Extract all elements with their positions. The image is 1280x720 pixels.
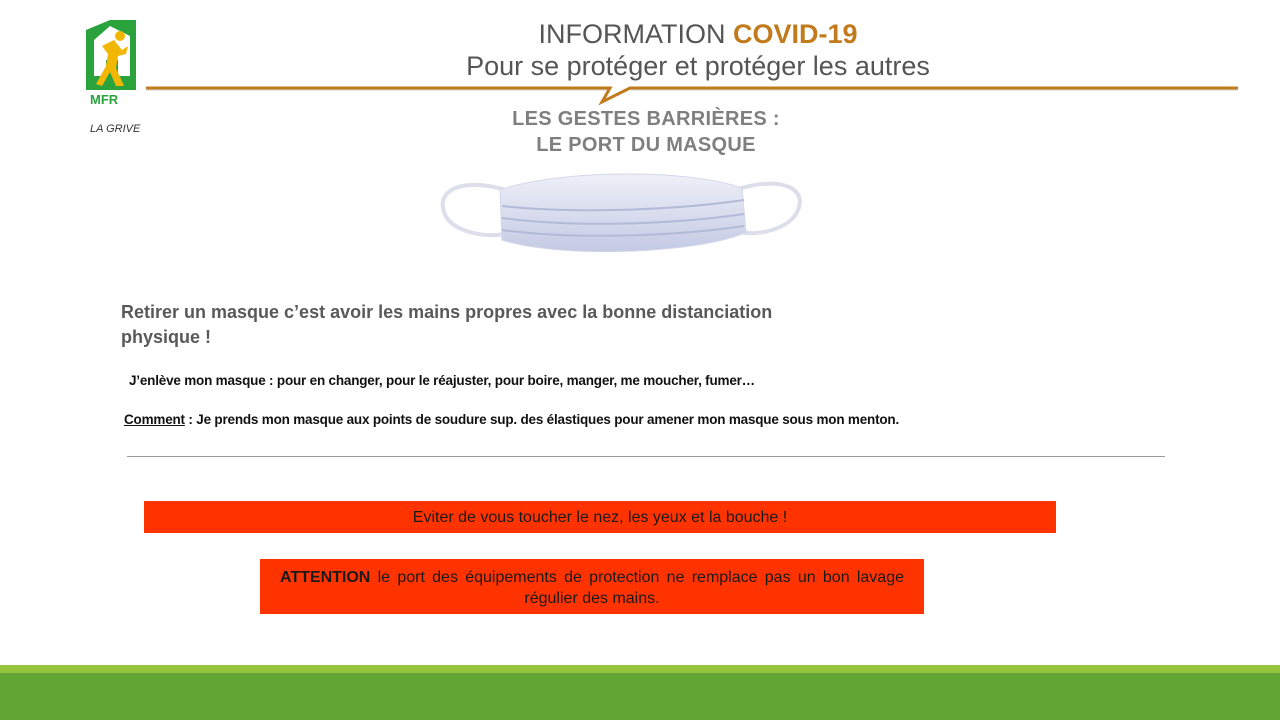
logo-sub: LA GRIVE — [90, 123, 141, 135]
surgical-mask-icon — [436, 168, 806, 272]
header-divider — [140, 80, 1245, 106]
mfr-logo-icon — [80, 16, 142, 138]
removal-occasions-text: J’enlève mon masque : pour en changer, pour le réajuster, pour boire, manger, me moucher, fumer… — [129, 373, 755, 388]
attention-text: le port des équipements de protection ne remplace pas un bon lavage régulier des mains. — [370, 569, 904, 607]
comment-text: : Je prends mon masque aux points de soudure sup. des élastiques pour amener mon masque sous mon menton. — [184, 412, 900, 427]
page-title — [400, 18, 996, 82]
footer-band-light — [0, 665, 1280, 673]
warning-box-attention — [260, 559, 924, 614]
mfr-logo — [80, 16, 142, 138]
section-title-line1: LES GESTES BARRIÈRES : — [512, 108, 780, 130]
title-prefix: INFORMATION — [538, 19, 733, 49]
logo-brand: MFR — [90, 92, 119, 107]
warning-box-touch: Eviter de vous toucher le nez, les yeux et la bouche ! — [144, 501, 1056, 533]
section-title-line2: LE PORT DU MASQUE — [536, 134, 756, 156]
headline-text: Retirer un masque c’est avoir les mains propres avec la bonne distanciation physique ! — [121, 302, 773, 347]
attention-label: ATTENTION — [280, 569, 371, 586]
page-subtitle: Pour se protéger et protéger les autres — [466, 51, 930, 81]
title-highlight: COVID-19 — [732, 19, 858, 49]
section-title — [470, 106, 822, 158]
content-divider — [127, 456, 1165, 457]
comment-label: Comment — [124, 412, 185, 427]
title-line — [400, 18, 996, 50]
footer-band — [0, 673, 1280, 720]
removal-method-text — [124, 412, 899, 427]
